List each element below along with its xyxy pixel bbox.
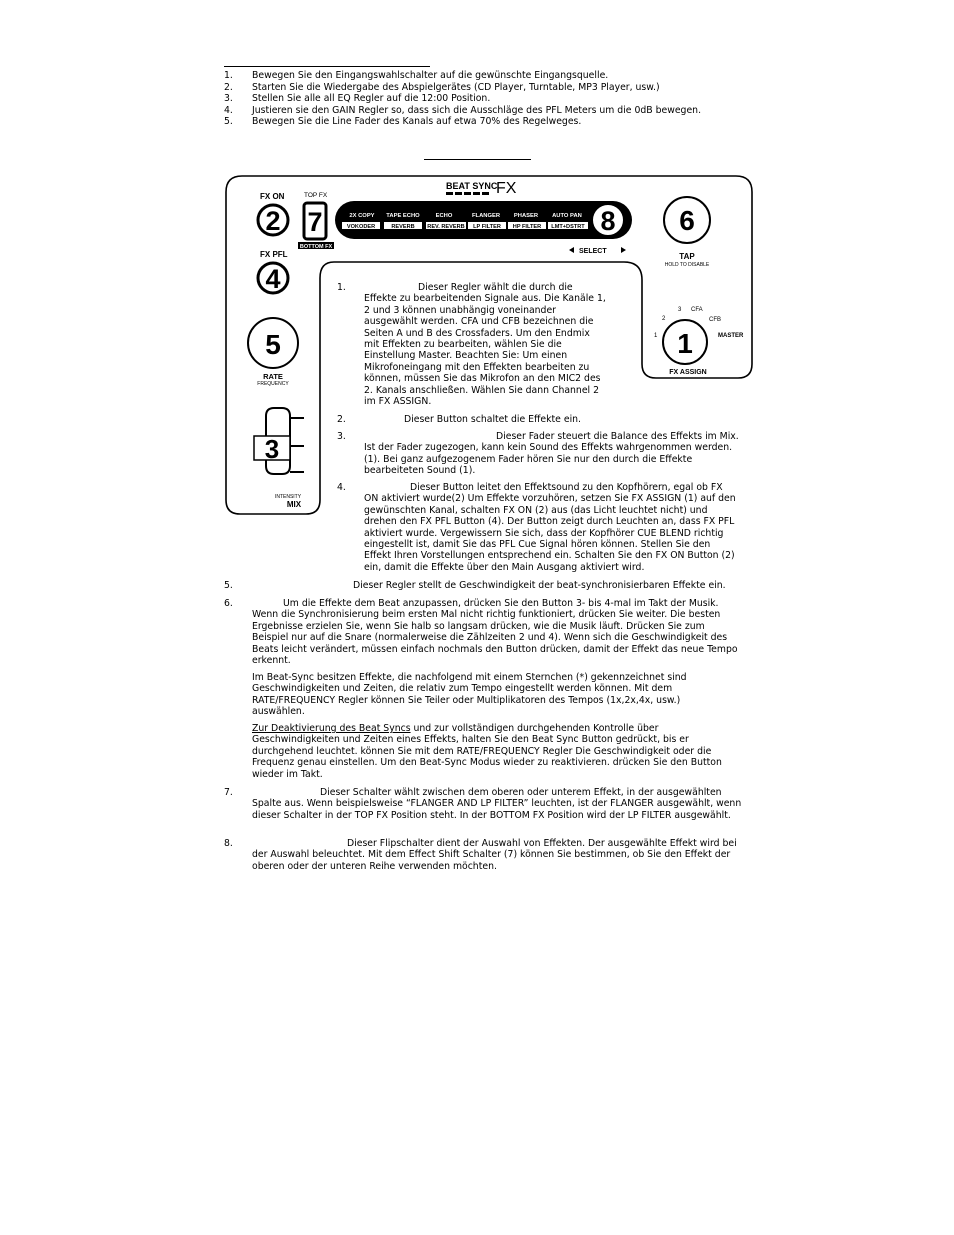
desc-item-4: Dieser Button leitet den Effektsound zu den Kopfhörern, egal ob FX ON aktiviert wurde(2) Um Effekte vorzuhören, setzen Sie FX ASSIGN (1) auf den gewünschten Kanal, schalten FX ON (2) aus (das Licht leuchtet nicht) und drehen den FX PFL Button (4). Der Button zeigt durch Leuchten an, dass FX PFL aktiviert wurde. Vergewissern Sie sich, dass der Kopfhörer CUE BLEND richtig eingestellt ist, damit Sie das PFL Cue Signal hören können. Stellen Sie den Effekt Ihren Vorstellungen entsprechend ein. Schalten Sie den FX ON Button (2) ein, damit die Effekte über den Main Ausgang aktiviert wird.: [364, 482, 736, 573]
top-rule: [224, 66, 430, 67]
fx-assign-number: 1: [677, 328, 693, 359]
desc-number: 5.: [224, 580, 233, 591]
assign-3-label: 3: [678, 307, 682, 313]
fx-on-label: FX ON: [260, 192, 285, 201]
intro-step-number: 3.: [224, 93, 233, 104]
select-number: 8: [600, 206, 616, 236]
desc-item-5: Dieser Regler stellt de Geschwindigkeit der beat-synchronisierbaren Effekte ein.: [353, 580, 726, 591]
select-label: SELECT: [579, 248, 607, 255]
assign-1-label: 1: [654, 333, 658, 339]
intro-step-text: Bewegen Sie den Eingangswahlschalter auf die gewünschte Eingangsquelle.: [252, 70, 609, 81]
desc-item-3: Dieser Fader steuert die Balance des Effekts im Mix. Ist der Fader zugezogen, kann kein Sound des Effekts wahrgenommen werden. (1). Bei ganz aufgezogenem Fader hören Sie nur den durch die Effekte bearbeiteten Sound (1).: [364, 431, 739, 477]
intro-step-number: 1.: [224, 70, 233, 81]
effect-hp-filter: HP FILTER: [512, 224, 542, 230]
desc-number: 7.: [224, 787, 233, 798]
brand-beat-sync: BEAT SYNC: [446, 181, 498, 191]
effect-2x-copy: 2X COPY: [349, 213, 375, 219]
tap-number: 6: [679, 205, 695, 236]
rate-number: 5: [265, 329, 281, 360]
beat-sync-deactivate-link: Zur Deaktivierung des Beat Syncs: [252, 723, 411, 734]
fx-pfl-number: 4: [265, 264, 281, 294]
select-left-arrow-icon: [569, 247, 574, 253]
intro-step-text: Justieren sie den GAIN Regler so, dass sich die Ausschläge des PFL Meters um die 0dB bewegen.: [252, 105, 702, 116]
intro-step-text: Bewegen Sie die Line Fader des Kanals auf etwa 70% des Regelweges.: [252, 116, 582, 127]
effects-display: [335, 201, 632, 239]
mix-number: 3: [264, 434, 280, 464]
mix-label: MIX: [286, 500, 302, 509]
effect-tape-echo: TAPE ECHO: [386, 213, 420, 219]
desc-number: 4.: [337, 482, 346, 493]
beat-sync-paragraph: Im Beat-Sync besitzen Effekte, die nachfolgend mit einem Sternchen (*) gekennzeichnet sind Geschwindigkeiten und Zeiten, die relativ zum Tempo eingestellt werden können. Mit dem RATE/FREQUENCY Regler können Sie Teiler oder Multiplikatoren des Tempos (1x,2x,4x, usw.) auswählen.: [252, 672, 687, 718]
beat-sync-deactivate-text: und zur vollständigen durchgehenden Kontrolle über Geschwindigkeiten und Zeiten eines Effekts, halten Sie den Beat Sync Button gedrückt, bis er durchgehend leuchtet. können Sie mit dem RATE/FREQUENCY Regler Die Geschwindigkeit oder die Frequenz genau einstellen. Um den Beat-Sync Modus wieder zu reaktivieren. drücken Sie den Button wieder im Takt.: [252, 723, 722, 780]
desc-item-6: Um die Effekte dem Beat anzupassen, drücken Sie den Button 3- bis 4-mal im Takt der Musik. Wenn die Synchronisierung beim ersten Mal nicht richtig funktioniert, drücken Sie weiter. Die besten Ergebnisse erzielen Sie, wenn Sie halb so langsam drücken, wie die Musik läuft. Drücken Sie zum Beispiel nur auf die Snare (normalerweise die Zählzeiten 2 und 4). Wenn sich die Geschwindigkeit des Beats leicht verändert, müssen einfach nochmals den Button drücken, damit der Effekt das neue Tempo erkennt.: [252, 598, 738, 667]
hold-to-disable-label: HOLD TO DISABLE: [664, 262, 710, 268]
tap-label: TAP: [679, 252, 695, 261]
fx-pfl-label: FX PFL: [260, 250, 288, 259]
effect-vokoder: VOKODER: [346, 224, 376, 230]
desc-number: 2.: [337, 414, 346, 425]
effect-shift-number: 7: [307, 207, 323, 237]
top-fx-label: TOP FX: [304, 192, 328, 199]
intro-step-number: 2.: [224, 82, 233, 93]
desc-number: 6.: [224, 598, 233, 609]
effect-lmt-dstrt: LMT+DSTRT: [551, 224, 585, 230]
section-rule: [424, 159, 531, 160]
intensity-label: INTENSITY: [274, 494, 302, 500]
assign-cfb-label: CFB: [709, 317, 721, 323]
effect-echo: ECHO: [435, 213, 453, 219]
desc-item-8: Dieser Flipschalter dient der Auswahl von Effekten. Der ausgewählte Effekt wird bei der Auswahl beleuchtet. Mit dem Effect Shift Schalter (7) können Sie bestimmen, ob Sie den Effekt der oberen oder der unteren Reihe verwenden möchten.: [252, 838, 737, 872]
desc-item-7: Dieser Schalter wählt zwischen dem oberen oder unterem Effekt, in der ausgewählten Spalte aus. Wenn beispielsweise “FLANGER AND LP FILTER” leuchten, ist der FLANGER ausgewählt, wenn dieser Schalter in der TOP FX Position steht. In der BOTTOM FX Position wird der LP FILTER ausgewählt.: [252, 787, 742, 821]
fx-on-number: 2: [265, 206, 281, 236]
brand-led-row: [446, 192, 489, 195]
effect-lp-filter: LP FILTER: [473, 224, 501, 230]
effect-reverb: REVERB: [391, 224, 415, 230]
assign-cfa-label: CFA: [691, 307, 703, 313]
desc-number: 1.: [337, 282, 346, 293]
effect-flanger: FLANGER: [471, 213, 501, 219]
intro-step-number: 5.: [224, 116, 233, 127]
intro-step-text: Starten Sie die Wiedergabe des Abspielgerätes (CD Player, Turntable, MP3 Player, usw.): [252, 82, 660, 93]
select-right-arrow-icon: [621, 247, 626, 253]
effect-auto-pan: AUTO PAN: [552, 213, 582, 219]
effect-phaser: PHASER: [513, 213, 539, 219]
assign-2-label: 2: [662, 316, 666, 322]
beat-sync-deactivate-paragraph: [252, 723, 734, 780]
effect-rev-reverb: REV. REVERB: [427, 224, 465, 230]
desc-item-2: Dieser Button schaltet die Effekte ein.: [404, 414, 582, 425]
desc-number: 3.: [337, 431, 346, 442]
rate-label: RATE: [263, 372, 283, 381]
intro-step-text: Stellen Sie alle all EQ Regler auf die 12:00 Position.: [252, 93, 491, 104]
bottom-fx-label: BOTTOM FX: [299, 244, 333, 250]
desc-item-1: Dieser Regler wählt die durch die Effekte zu bearbeitenden Signale aus. Die Kanäle 1, 2 und 3 können unabhängig voneinander ausgewählt werden. CFA und CFB bezeichnen die Seiten A und B des Crossfaders. Um den Endmix mit Effekten zu bearbeiten, wählen Sie die Einstellung Master. Beachten Sie: Um einen Mikrofoneingang mit den Effekten bearbeiten zu können, müssen Sie das Mikrofon an den MIC2 des 2. Kanals anschließen. Wählen Sie dann Channel 2 im FX ASSIGN.: [364, 282, 606, 408]
intro-step-number: 4.: [224, 105, 233, 116]
fx-assign-label: FX ASSIGN: [669, 369, 707, 376]
frequency-label: FREQUENCY: [257, 381, 289, 387]
assign-master-label: MASTER: [718, 333, 744, 339]
desc-number: 8.: [224, 838, 233, 849]
brand-fx: FX: [496, 180, 517, 197]
